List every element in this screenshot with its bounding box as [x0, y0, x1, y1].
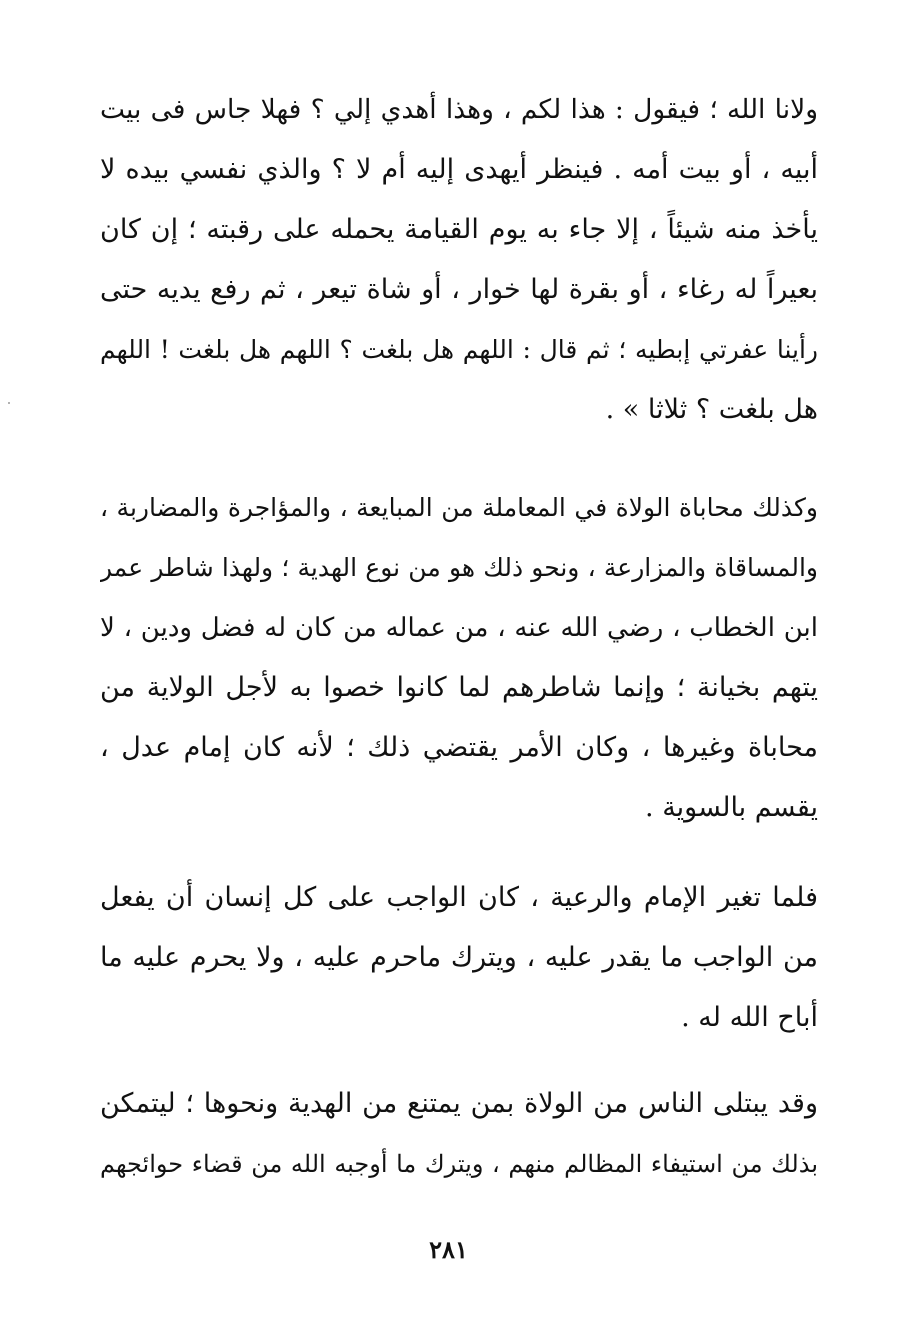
text-line: من الواجب ما يقدر عليه ، ويترك ماحرم عليه ، ولا يحرم عليه ما	[100, 942, 818, 973]
text-line: ولانا الله ؛ فيقول : هذا لكم ، وهذا أهدي إلي ؟ فهلا جاس فى بيت	[100, 94, 818, 125]
text-line: يأخذ منه شيئاً ، إلا جاء به يوم القيامة يحمله على رقبته ؛ إن كان	[100, 214, 818, 245]
text-line: أباح الله له .	[681, 1002, 818, 1033]
paragraph-3	[100, 868, 818, 1048]
page-number: ٢٨١	[429, 1235, 468, 1264]
paragraph-2	[100, 478, 818, 838]
text-line: وقد يبتلى الناس من الولاة بمن يمتنع من الهدية ونحوها ؛ ليتمكن	[100, 1088, 818, 1119]
paragraph-4	[100, 1074, 818, 1194]
text-line: يقسم بالسوية .	[645, 792, 818, 823]
text-line: يتهم بخيانة ؛ وإنما شاطرهم لما كانوا خصوا به لأجل الولاية من	[100, 672, 818, 703]
paragraph-1	[100, 80, 818, 440]
text-line: والمساقاة والمزارعة ، ونحو ذلك هو من نوع الهدية ؛ ولهذا شاطر عمر	[100, 553, 818, 582]
text-line: وكذلك محاباة الولاة في المعاملة من المبايعة ، والمؤاجرة والمضاربة ،	[100, 493, 818, 522]
text-line: أبيه ، أو بيت أمه . فينظر أيهدى إليه أم لا ؟ والذي نفسي بيده لا	[100, 154, 818, 185]
text-line: بعيراً له رغاء ، أو بقرة لها خوار ، أو شاة تيعر ، ثم رفع يديه حتى	[100, 274, 818, 305]
text-line: هل بلغت ؟ ثلاثا » .	[605, 394, 818, 425]
text-line: بذلك من استيفاء المظالم منهم ، ويترك ما أوجبه الله من قضاء حوائجهم	[100, 1150, 818, 1178]
scan-speck	[8, 402, 10, 404]
text-line: محاباة وغيرها ، وكان الأمر يقتضي ذلك ؛ لأنه كان إمام عدل ،	[100, 732, 818, 763]
text-line: فلما تغير الإمام والرعية ، كان الواجب على كل إنسان أن يفعل	[100, 882, 818, 913]
text-line: رأينا عفرتي إبطيه ؛ ثم قال : اللهم هل بلغت ؟ اللهم هل بلغت ! اللهم	[100, 335, 818, 364]
text-line: ابن الخطاب ، رضي الله عنه ، من عماله من كان له فضل ودين ، لا	[100, 613, 818, 643]
